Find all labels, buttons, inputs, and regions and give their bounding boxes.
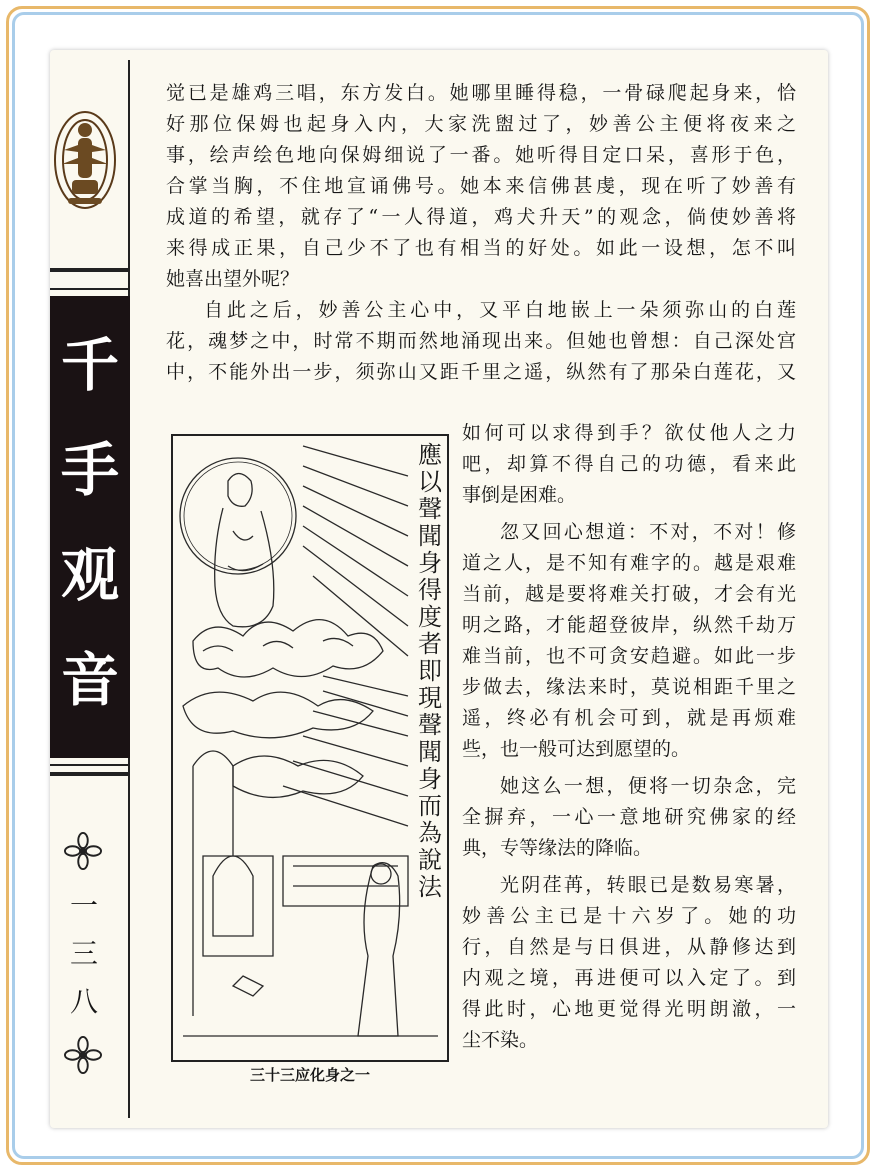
text-line: 明之路，才能超登彼岸，纵然千劫万 — [462, 614, 796, 636]
text-line: 她喜出望外呢？ — [166, 268, 300, 290]
caption-char: 即 — [418, 657, 442, 685]
page-number-char: 一 — [69, 889, 98, 922]
page-number-char: 八 — [69, 985, 98, 1018]
side-rule-top-thin — [50, 288, 130, 290]
caption-char: 法 — [418, 873, 442, 901]
caption-char: 聲 — [418, 711, 442, 739]
caption-char: 說 — [418, 846, 442, 874]
text-line: 光阴荏苒，转眼已是数易寒暑， — [500, 874, 796, 896]
flower-ornament-icon — [64, 832, 102, 870]
text-line: 事，绘声绘色地向保姆细说了一番。她听得目定口呆，喜形于色， — [166, 144, 796, 166]
illustration-caption: 三十三应化身之一 — [249, 1066, 370, 1084]
text-line: 忽又回心想道：不对，不对！修 — [500, 521, 796, 543]
text-line: 觉已是雄鸡三唱，东方发白。她哪里睡得稳，一骨碌爬起身来，恰 — [166, 82, 796, 104]
text-line: 遥，终必有机会可到，就是再烦难 — [462, 707, 796, 729]
caption-char: 為 — [418, 819, 442, 847]
vertical-caption — [415, 442, 445, 901]
text-line: 尘不染。 — [462, 1029, 539, 1051]
caption-char: 身 — [418, 549, 442, 577]
text-line: 典，专等缘法的降临。 — [462, 837, 653, 859]
text-line: 花，魂梦之中，时常不期而然地涌现出来。但她也曾想：自己深处宫 — [166, 330, 796, 352]
guanyin-woodcut-image — [173, 436, 447, 1060]
text-line: 难当前，也不可贪安趋避。如此一步 — [462, 645, 796, 667]
caption-char: 聞 — [418, 522, 442, 550]
title-char: 手 — [60, 436, 119, 504]
text-line: 步做去，缘法来时，莫说相距千里之 — [462, 676, 796, 698]
text-line: 全摒弃，一心一意地研究佛家的经 — [462, 806, 796, 828]
text-line: 得此时，心地更觉得光明朗澈，一 — [462, 998, 796, 1020]
text-line: 中，不能外出一步，须弥山又距千里之遥，纵然有了那朵白莲花，又 — [166, 361, 796, 383]
text-line: 事倒是困难。 — [462, 484, 577, 506]
title-char: 音 — [60, 646, 119, 714]
text-line: 她这么一想，便将一切杂念，完 — [500, 775, 796, 797]
text-line: 内观之境，再进便可以入定了。到 — [462, 967, 796, 989]
text-line: 妙善公主已是十六岁了。她的功 — [462, 905, 796, 927]
caption-char: 得 — [418, 576, 442, 604]
caption-char: 而 — [418, 792, 442, 820]
text-line: 当前，越是要将难关打破，才会有光 — [462, 583, 796, 605]
text-line: 成道的希望，就存了“一人得道，鸡犬升天”的观念，倘使妙善将 — [166, 206, 796, 228]
caption-char: 應 — [418, 441, 442, 469]
text-line: 合掌当胸，不住地宣诵佛号。她本来信佛甚虔，现在听了妙善有 — [166, 175, 796, 197]
guanyin-emblem-icon — [50, 100, 120, 220]
text-line: 自此之后，妙善公主心中，又平白地嵌上一朵须弥山的白莲 — [204, 299, 796, 321]
side-rule-top — [50, 268, 130, 272]
caption-char: 度 — [418, 603, 442, 631]
caption-char: 身 — [418, 765, 442, 793]
side-rule-bottom-thin — [50, 764, 130, 766]
side-column — [50, 60, 136, 1118]
side-rule-bottom — [50, 772, 130, 776]
page-number-char: 三 — [69, 937, 98, 970]
caption-char: 聞 — [418, 738, 442, 766]
text-line: 道之人，是不知有难字的。越是艰难 — [462, 552, 796, 574]
caption-char: 聲 — [418, 495, 442, 523]
text-line: 好那位保姆也起身入内，大家洗盥过了，妙善公主便将夜来之 — [166, 113, 796, 135]
text-line: 些，也一般可达到愿望的。 — [462, 738, 691, 760]
text-line: 行，自然是与日俱进，从静修达到 — [462, 936, 796, 958]
book-page — [50, 50, 828, 1128]
caption-char: 者 — [418, 630, 442, 658]
text-line: 如何可以求得到手？欲仗他人之力 — [462, 422, 796, 444]
caption-char: 現 — [418, 684, 442, 712]
title-char: 观 — [60, 541, 119, 609]
text-line: 吧，却算不得自己的功德，看来此 — [462, 453, 796, 475]
flower-ornament-icon — [64, 1036, 102, 1074]
text-line: 来得成正果，自己少不了也有相当的好处。如此一设想，怎不叫 — [166, 237, 796, 259]
title-char: 千 — [60, 331, 119, 399]
book-title-block — [50, 296, 130, 758]
caption-char: 以 — [418, 468, 442, 496]
woodcut-illustration — [171, 434, 449, 1062]
